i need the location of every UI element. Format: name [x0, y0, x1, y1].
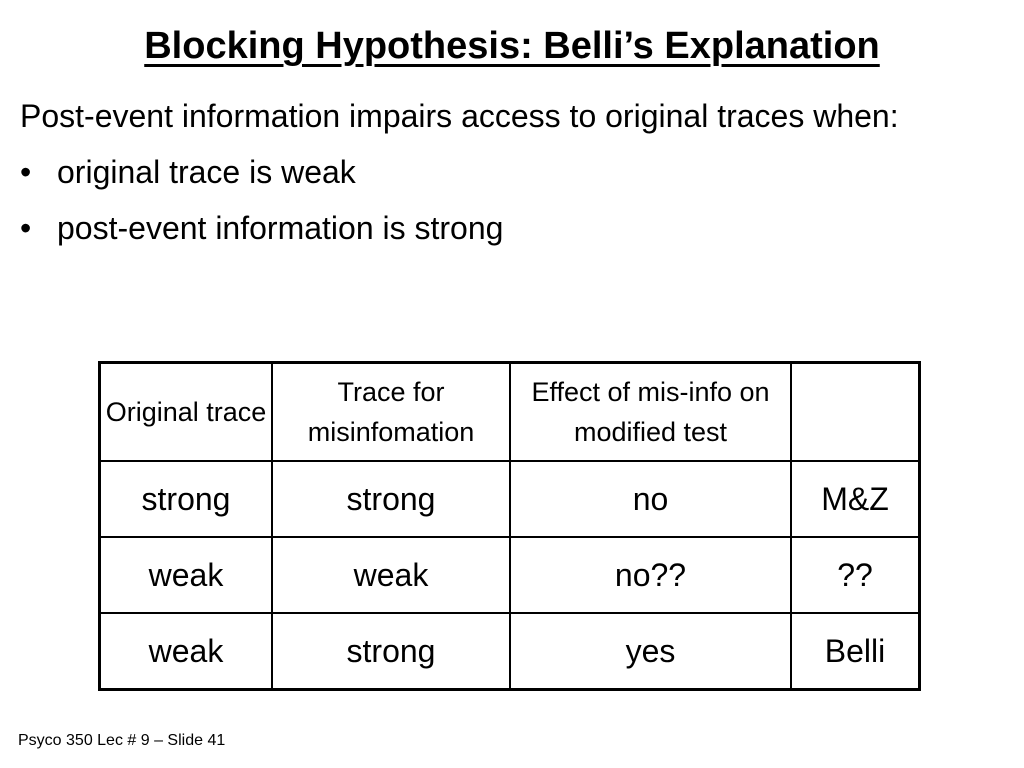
comparison-table: [98, 361, 921, 691]
bullet-text: post-event information is strong: [57, 210, 504, 246]
table-cell: strong: [272, 461, 510, 537]
table-row: [100, 537, 920, 613]
bullet-item: [20, 149, 1010, 195]
bullet-item: [20, 205, 1010, 251]
table-cell: Belli: [791, 613, 920, 690]
slide-footer: Psyco 350 Lec # 9 – Slide 41: [18, 732, 226, 749]
header-effect-of-misinfo: Effect of mis-info on modified test: [510, 363, 791, 462]
bullet-text: original trace is weak: [57, 154, 356, 190]
header-source: [791, 363, 920, 462]
table-cell: no??: [510, 537, 791, 613]
slide-body: [20, 93, 1010, 261]
slide-title: Blocking Hypothesis: Belli’s Explanation: [144, 25, 880, 67]
intro-paragraph: Post-event information impairs access to original traces when:: [20, 98, 899, 134]
table-cell: ??: [791, 537, 920, 613]
table-header-row: [100, 363, 920, 462]
table-row: [100, 461, 920, 537]
table-cell: M&Z: [791, 461, 920, 537]
table-cell: weak: [100, 613, 273, 690]
header-trace-for-misinformation: Trace for misinfomation: [272, 363, 510, 462]
table-cell: weak: [272, 537, 510, 613]
bullet-icon: •: [20, 154, 32, 190]
table-cell: no: [510, 461, 791, 537]
table-row: [100, 613, 920, 690]
table-cell: strong: [100, 461, 273, 537]
bullet-icon: •: [20, 210, 32, 246]
table-cell: strong: [272, 613, 510, 690]
table-cell: yes: [510, 613, 791, 690]
table-cell: weak: [100, 537, 273, 613]
header-original-trace: Original trace: [100, 363, 273, 462]
comparison-table-wrapper: [98, 361, 921, 691]
